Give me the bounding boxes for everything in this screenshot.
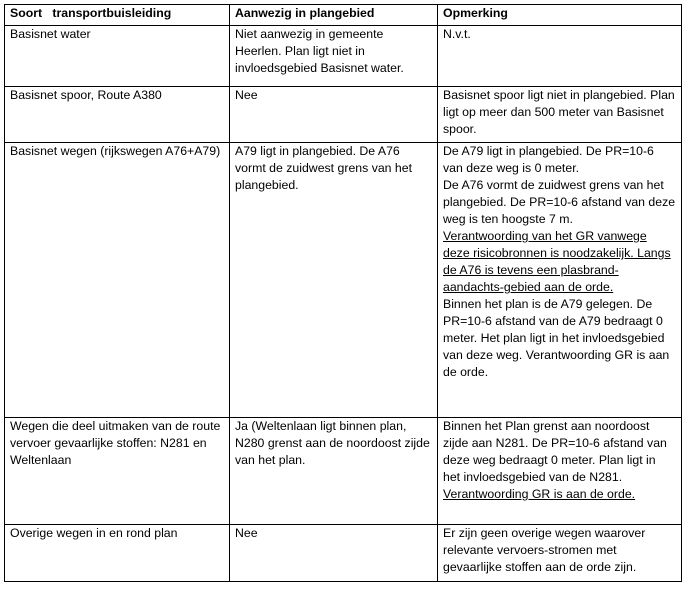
table-row xyxy=(5,26,682,87)
cell-soort: Basisnet wegen (rijkswegen A76+A79) xyxy=(5,143,230,418)
opmerking-text: Binnen het plan is de A79 gelegen. De PR=10-6 afstand van de A79 bedraagt 0 meter. Het plan ligt in het invloedsgebied van deze weg. Verantwoording GR is aan de orde. xyxy=(443,297,670,379)
table-row xyxy=(5,525,682,582)
cell-aanwezig: Ja (Weltenlaan ligt binnen plan, N280 grenst aan de noordoost zijde van het plan. xyxy=(230,418,438,525)
table-row xyxy=(5,87,682,143)
opmerking-text: N.v.t. xyxy=(443,27,471,41)
cell-soort: Overige wegen in en rond plan xyxy=(5,525,230,582)
header-aanwezig: Aanwezig in plangebied xyxy=(230,5,438,26)
header-opmerking: Opmerking xyxy=(438,5,682,26)
opmerking-text: De A76 vormt de zuidwest grens van het plangebied. De PR=10-6 afstand van deze weg is ten hoogste 7 m. xyxy=(443,178,676,226)
opmerking-text: De A79 ligt in plangebied. De PR=10-6 van deze weg is 0 meter. xyxy=(443,144,654,175)
cell-opmerking xyxy=(438,525,682,582)
opmerking-text: Er zijn geen overige wegen waarover relevante vervoers-stromen met gevaarlijke stoffen aan de orde zijn. xyxy=(443,526,646,574)
cell-soort: Basisnet spoor, Route A380 xyxy=(5,87,230,143)
opmerking-underlined-text: Verantwoording GR is aan de orde. xyxy=(443,487,636,501)
cell-aanwezig: Nee xyxy=(230,87,438,143)
cell-opmerking xyxy=(438,87,682,143)
transport-risk-table xyxy=(4,4,682,582)
table-row xyxy=(5,418,682,525)
table-row xyxy=(5,143,682,418)
header-row xyxy=(5,5,682,26)
cell-aanwezig: Niet aanwezig in gemeente Heerlen. Plan ligt niet in invloedsgebied Basisnet water. xyxy=(230,26,438,87)
opmerking-text: Basisnet spoor ligt niet in plangebied. Plan ligt op meer dan 500 meter van Basisnet spoor. xyxy=(443,88,675,136)
opmerking-underlined-text: Verantwoording van het GR vanwege deze risicobronnen is noodzakelijk. Langs de A76 is tevens een plasbrand-aandachts-gebied aan de orde. xyxy=(443,229,671,294)
cell-opmerking xyxy=(438,418,682,525)
cell-opmerking xyxy=(438,26,682,87)
cell-soort: Basisnet water xyxy=(5,26,230,87)
cell-aanwezig: A79 ligt in plangebied. De A76 vormt de zuidwest grens van het plangebied. xyxy=(230,143,438,418)
cell-opmerking xyxy=(438,143,682,418)
cell-aanwezig: Nee xyxy=(230,525,438,582)
header-soort: Soort transportbuisleiding xyxy=(5,5,230,26)
opmerking-text: Binnen het Plan grenst aan noordoost zijde aan N281. De PR=10-6 afstand van deze weg bedraagt 0 meter. Plan ligt in het invloedsgebied van de N281. xyxy=(443,419,667,484)
cell-soort: Wegen die deel uitmaken van de route vervoer gevaarlijke stoffen: N281 en Weltenlaan xyxy=(5,418,230,525)
